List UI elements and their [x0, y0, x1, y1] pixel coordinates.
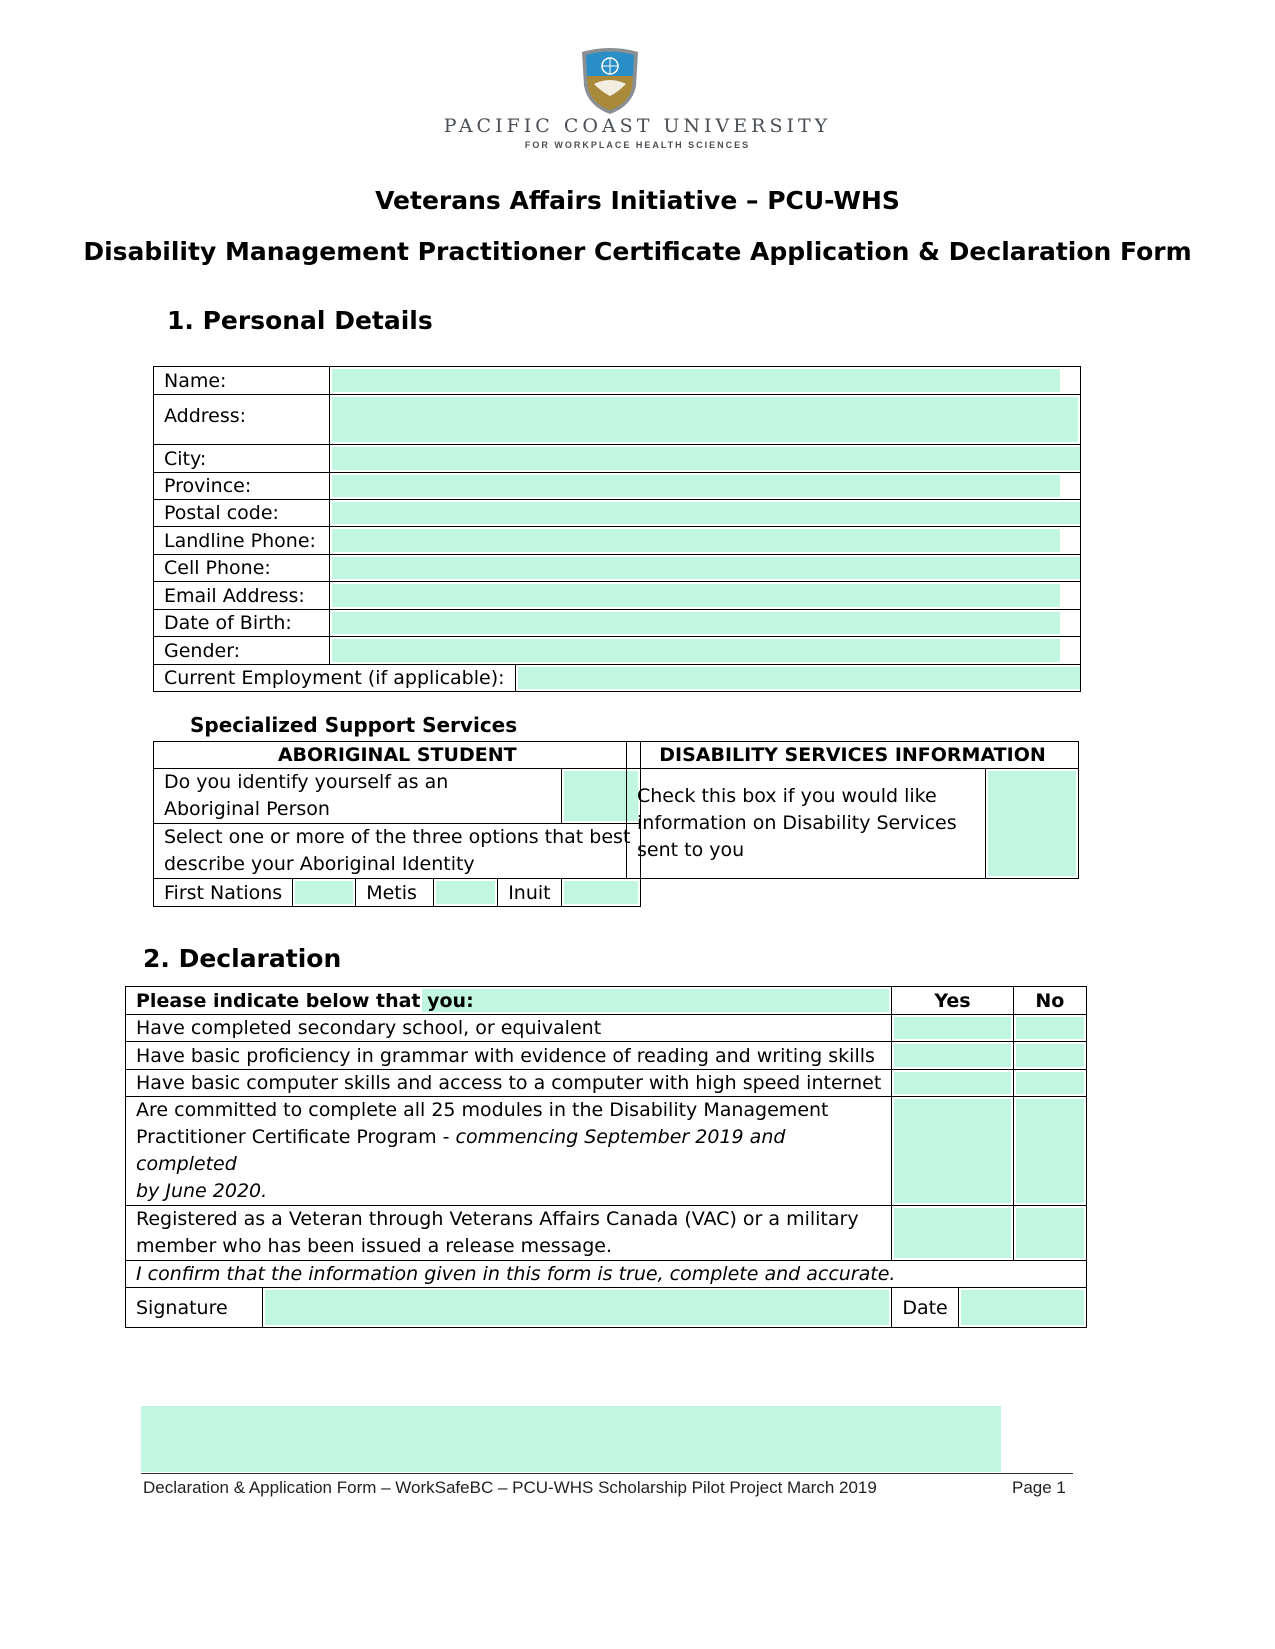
disability-services-table — [626, 741, 1079, 879]
landline-phone-label: Landline Phone: — [154, 527, 330, 555]
item4-yes-checkbox[interactable] — [892, 1097, 1013, 1206]
footer-text: Declaration & Application Form – WorkSafeBC – PCU-WHS Scholarship Pilot Project March 2019 — [143, 1478, 877, 1497]
item-computer-skills: Have basic computer skills and access to a computer with high speed internet — [126, 1070, 892, 1097]
logo-name: PACIFIC COAST UNIVERSITY — [443, 115, 832, 137]
indicate-label: Please indicate below that you: — [136, 989, 474, 1012]
email-field[interactable] — [329, 582, 1080, 610]
item1-no-checkbox[interactable] — [1013, 1015, 1086, 1042]
metis-label: Metis — [356, 879, 434, 907]
landline-phone-field[interactable] — [329, 527, 1080, 555]
item4-no-checkbox[interactable] — [1013, 1097, 1086, 1206]
gender-field[interactable] — [329, 637, 1080, 665]
form-title: Veterans Affairs Initiative – PCU-WHS — [375, 186, 900, 215]
item3-yes-checkbox[interactable] — [892, 1070, 1013, 1097]
employment-label: Current Employment (if applicable): — [154, 665, 516, 692]
aboriginal-table — [153, 741, 641, 907]
disability-info-checkbox[interactable] — [986, 769, 1079, 879]
name-label: Name: — [154, 367, 330, 395]
item5-yes-checkbox[interactable] — [892, 1206, 1013, 1261]
logo-tagline: FOR WORKPLACE HEALTH SCIENCES — [524, 140, 751, 150]
postal-code-field[interactable] — [329, 500, 1080, 527]
item3-no-checkbox[interactable] — [1013, 1070, 1086, 1097]
province-label: Province: — [154, 473, 330, 500]
item-veteran: Registered as a Veteran through Veterans Affairs Canada (VAC) or a military member who has been issued a release message. — [126, 1206, 892, 1261]
item2-yes-checkbox[interactable] — [892, 1042, 1013, 1070]
dob-field[interactable] — [329, 610, 1080, 637]
metis-checkbox[interactable] — [434, 879, 498, 907]
select-identity-question: Select one or more of the three options that best describe your Aboriginal Identity — [154, 824, 641, 879]
page-number: Page 1 — [1012, 1478, 1066, 1497]
personal-details-heading: 1. Personal Details — [167, 306, 433, 335]
footer-fill-area[interactable] — [141, 1406, 1001, 1472]
employment-field[interactable] — [515, 665, 1080, 692]
city-label: City: — [154, 445, 330, 473]
item1-yes-checkbox[interactable] — [892, 1015, 1013, 1042]
identify-question: Do you identify yourself as an Aboriginal Person — [154, 769, 562, 824]
gender-label: Gender: — [154, 637, 330, 665]
item2-no-checkbox[interactable] — [1013, 1042, 1086, 1070]
form-subtitle: Disability Management Practitioner Certificate Application & Declaration Form — [83, 237, 1192, 266]
footer-divider — [141, 1473, 1073, 1474]
university-shield-icon — [578, 46, 642, 116]
disability-header: DISABILITY SERVICES INFORMATION — [627, 742, 1079, 769]
signature-field[interactable] — [263, 1288, 892, 1328]
item-modules: Are committed to complete all 25 modules in the Disability Management Practitioner Certificate Program - commencing September 2019 and completed by June 2020. — [126, 1097, 892, 1206]
personal-details-table — [153, 366, 1081, 692]
postal-code-label: Postal code: — [154, 500, 330, 527]
declaration-heading: 2. Declaration — [143, 944, 342, 973]
date-field[interactable] — [958, 1288, 1086, 1328]
address-label: Address: — [154, 395, 330, 445]
no-header: No — [1013, 987, 1086, 1015]
date-label: Date — [892, 1288, 958, 1328]
city-field[interactable] — [329, 445, 1080, 473]
inuit-checkbox[interactable] — [561, 879, 641, 907]
item-secondary-school: Have completed secondary school, or equivalent — [126, 1015, 892, 1042]
yes-header: Yes — [892, 987, 1013, 1015]
province-field[interactable] — [329, 473, 1080, 500]
support-heading: Specialized Support Services — [190, 713, 518, 737]
address-field[interactable] — [329, 395, 1080, 445]
disability-question: Check this box if you would like information on Disability Services sent to you — [627, 769, 986, 879]
cell-phone-label: Cell Phone: — [154, 555, 330, 582]
inuit-label: Inuit — [498, 879, 561, 907]
cell-phone-field[interactable] — [329, 555, 1080, 582]
indicate-cell — [126, 987, 892, 1015]
signature-label: Signature — [126, 1288, 263, 1328]
email-label: Email Address: — [154, 582, 330, 610]
declaration-table — [125, 986, 1087, 1328]
university-logo — [578, 46, 642, 116]
item-grammar: Have basic proficiency in grammar with evidence of reading and writing skills — [126, 1042, 892, 1070]
item5-no-checkbox[interactable] — [1013, 1206, 1086, 1261]
confirm-statement: I confirm that the information given in this form is true, complete and accurate. — [126, 1261, 1087, 1288]
dob-label: Date of Birth: — [154, 610, 330, 637]
aboriginal-header: ABORIGINAL STUDENT — [154, 742, 641, 769]
name-field[interactable] — [329, 367, 1080, 395]
first-nations-checkbox[interactable] — [293, 879, 356, 907]
first-nations-label: First Nations — [154, 879, 293, 907]
